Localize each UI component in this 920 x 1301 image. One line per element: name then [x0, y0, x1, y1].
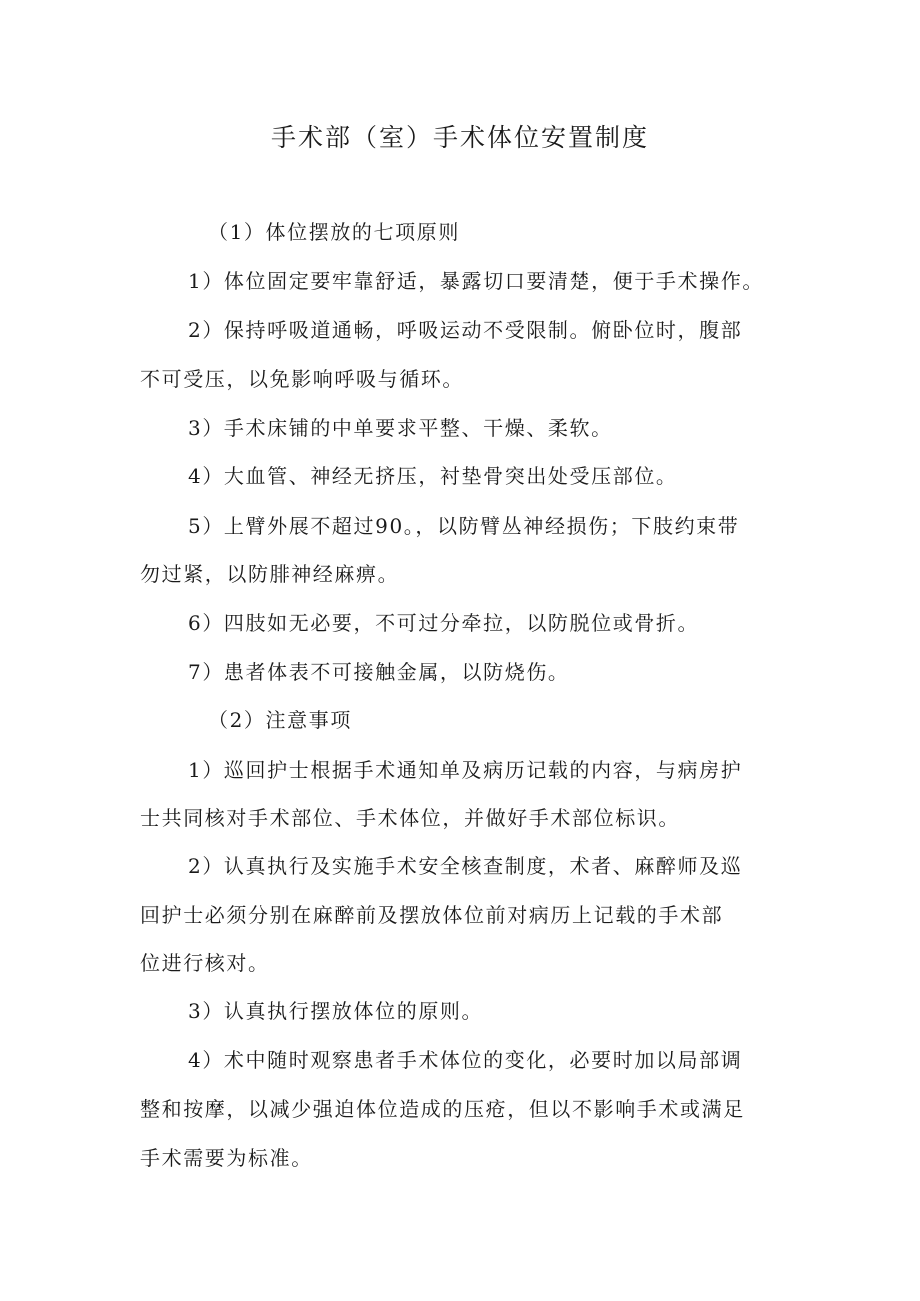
paragraph-line: 手术需要为标准。 [140, 1146, 313, 1170]
paragraph-line: 1）体位固定要牢靠舒适，暴露切口要清楚，便于手术操作。 [188, 269, 764, 293]
section-heading-notes: （2）注意事项 [208, 708, 352, 732]
section-heading-principles: （1）体位摆放的七项原则 [208, 220, 460, 244]
paragraph-line: 4）术中随时观察患者手术体位的变化，必要时加以局部调 [188, 1048, 743, 1072]
paragraph-line: 整和按摩，以减少强迫体位造成的压疮，但以不影响手术或满足 [140, 1097, 745, 1121]
paragraph-line: 1）巡回护士根据手术通知单及病历记载的内容，与病房护 [188, 758, 743, 782]
paragraph-line: 6）四肢如无必要，不可过分牵拉，以防脱位或骨折。 [188, 611, 700, 635]
paragraph-line: 位进行核对。 [140, 951, 270, 975]
paragraph-line: 7）患者体表不可接触金属，以防烧伤。 [188, 660, 570, 684]
paragraph-line: 不可受压，以免影响呼吸与循环。 [140, 367, 464, 391]
paragraph-line: 2）认真执行及实施手术安全核查制度，术者、麻醉师及巡 [188, 854, 743, 878]
paragraph-line: 回护士必须分别在麻醉前及摆放体位前对病历上记载的手术部 [140, 903, 724, 927]
paragraph-line: 4）大血管、神经无挤压，衬垫骨突出处受压部位。 [188, 464, 678, 488]
paragraph-line: 3）认真执行摆放体位的原则。 [188, 999, 484, 1023]
paragraph-line: 2）保持呼吸道通畅，呼吸运动不受限制。俯卧位时，腹部 [188, 318, 743, 342]
document-title: 手术部（室）手术体位安置制度 [270, 123, 649, 152]
paragraph-line: 勿过紧，以防腓神经麻痹。 [140, 562, 400, 586]
paragraph-line: 5）上臂外展不超过90。，以防臂丛神经损伤；下肢约束带 [188, 514, 740, 538]
paragraph-line: 3）手术床铺的中单要求平整、干燥、柔软。 [188, 416, 613, 440]
paragraph-line: 士共同核对手术部位、手术体位，并做好手术部位标识。 [140, 806, 680, 830]
